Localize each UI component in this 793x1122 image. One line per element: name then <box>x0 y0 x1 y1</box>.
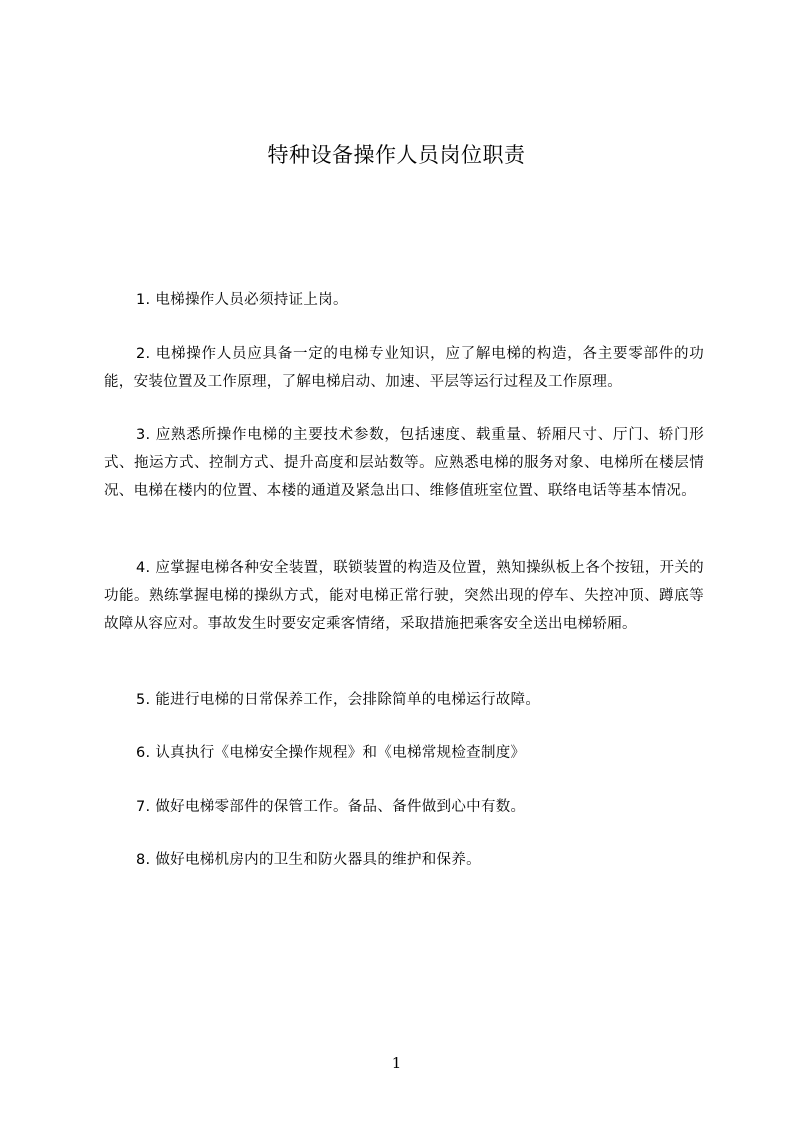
duty-item-1: 1. 电梯操作人员必须持证上岗。 <box>136 292 348 308</box>
duty-item-3: 3. 应熟悉所操作电梯的主要技术参数，包括速度、载重量、轿厢尺寸、厅门、轿门形式、拖运方式、控制方式、提升高度和层站数等。应熟悉电梯的服务对象、电梯所在楼层情况、电梯在楼内的位置、本楼的通道及紧急出口、维修值班室位置、联络电话等基本情况。 <box>104 427 704 499</box>
duty-item-4: 4. 应掌握电梯各种安全装置，联锁装置的构造及位置，熟知操纵板上各个按钮，开关的功能。熟练掌握电梯的操纵方式，能对电梯正常行驶，突然出现的停车、失控冲顶、蹲底等故障从容应对。事故发生时要安定乘客情绪，采取措施把乘客安全送出电梯轿厢。 <box>104 560 704 632</box>
page-number: 1 <box>391 1054 402 1072</box>
duty-item-5: 5. 能进行电梯的日常保养工作，会排除简单的电梯运行故障。 <box>136 692 541 708</box>
duty-item-7: 7. 做好电梯零部件的保管工作。备品、备件做到心中有数。 <box>136 799 526 815</box>
duty-item-2: 2. 电梯操作人员应具备一定的电梯专业知识，应了解电梯的构造，各主要零部件的功能，安装位置及工作原理，了解电梯启动、加速、平层等运行过程及工作原理。 <box>104 346 704 390</box>
document-title: 特种设备操作人员岗位职责 <box>267 143 526 167</box>
duty-item-6: 6. 认真执行《电梯安全操作规程》和《电梯常规检查制度》 <box>136 745 526 761</box>
duty-item-8: 8. 做好电梯机房内的卫生和防火器具的维护和保养。 <box>136 852 481 868</box>
